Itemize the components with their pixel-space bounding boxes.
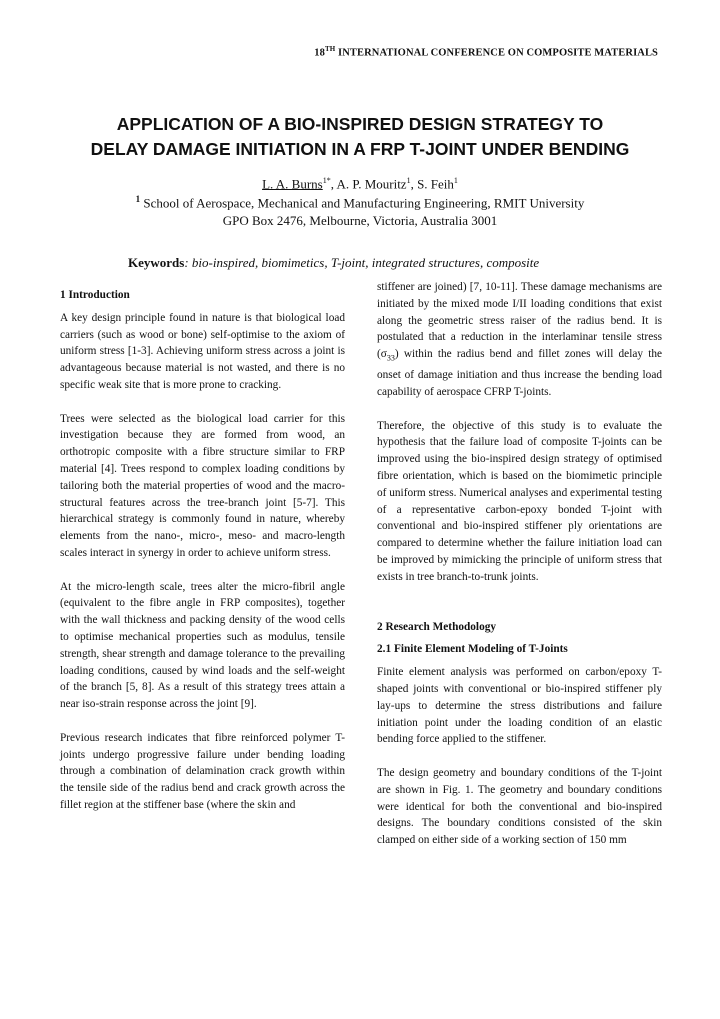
running-header (0, 42, 720, 60)
paragraph: Therefore, the objective of this study is to evaluate the hypothesis that the failure load of composite T-joints can be improved using the bio-inspired design strategy of optimised fibre orientation, which is based on the biomimetic principle of uniform stress. Numerical analyses and experimental testing of a representative carbon-epoxy bonded T-joint with conventional and bio-inspired stiffener ply orientations are compared to determine whether the failure initiation load can be improved by mimicking the principle of uniform stress that exists in tree branch-to-trunk joints. (377, 419, 662, 583)
keywords (128, 254, 688, 272)
paragraph: At the micro-length scale, trees alter the micro-fibril angle (equivalent to the fibre angle in FRP composites), together with the wall thickness and packing density of the wood cells to optimise mechanical properties such as modulus, tensile strength, shear strength and damage tolerance to the prevailing loading conditions, caused by wind loads and the self-weight of the branch [5, 8]. As a result of this strategy trees attain a near iso-strain response across the joint [9]. (60, 580, 345, 711)
keywords-label: Keywords (128, 255, 185, 270)
subsection-heading: 2.1 Finite Element Modeling of T-Joints (377, 643, 568, 656)
author-1: L. A. Burns (262, 176, 323, 192)
paragraph: Finite element analysis was performed on carbon/epoxy T-shaped joints with conventional or bio-inspired stiffener ply lay-ups to determine the stress distributions and failure initiation point under the loading condition of an elastic bending force applied to the stiffener. (377, 666, 662, 746)
title-line-2: DELAY DAMAGE INITIATION IN A FRP T-JOINT UNDER BENDING (90, 139, 630, 159)
right-column (377, 279, 662, 866)
paragraph: Trees were selected as the biological load carrier for this investigation because they are formed from wood, an orthotropic composite with a fibre structure similar to FRP material [4]. Trees respond to complex loading conditions by tailoring both the material properties of wood and the macro-structural features across the tree-branch joint [5-7]. This hierarchical strategy is commonly found in nature, whereby elements from the nano-, micro-, meso- and macro-length scales interact in synergy in order to achieve uniform stress. (60, 412, 345, 559)
author-2: , A. P. Mouritz (330, 176, 407, 192)
paragraph: A key design principle found in nature is that biological load carriers (such as wood or bone) self-optimise to the axiom of uniform stress [1-3]. Achieving uniform stress across a joint is advantageous because material is not wasted, and there is no specific weak site that is more prone to cracking. (60, 311, 345, 391)
affiliation: $^1$ School of Aerospace, Mechanical and Manufacturing Engineering, RMIT University GPO Box 2476, Melbourne, Victoria, Australia 3001 (135, 194, 585, 229)
section-heading-introduction: 1 Introduction (60, 289, 130, 301)
paragraph: Previous research indicates that fibre reinforced polymer T-joints undergo progressive failure under bending loading through a combination of delamination crack growth within the tensile side of the radius bend and crack growth across the fillet region at the stiffener base (where the skin and (60, 731, 345, 811)
author-list: L. A. Burns$^{1*}$, A. P. Mouritz$^1$, S. Feih$^1$ (262, 176, 458, 192)
author-3: , S. Feih (410, 176, 454, 192)
paper-title (40, 112, 680, 162)
left-column (60, 287, 345, 831)
conference-name: 18TH INTERNATIONAL CONFERENCE ON COMPOSITE MATERIALS (314, 44, 658, 58)
paragraph: The design geometry and boundary conditions of the T-joint are shown in Fig. 1. The geometry and boundary conditions were identical for both the conventional and bio-inspired designs. The boundary conditions consisted of the skin clamped on either side of a working section of 150 mm (377, 766, 662, 847)
section-heading-methodology: 2 Research Methodology (377, 620, 497, 633)
paragraph: stiffener are joined) [7, 10-11]. These damage mechanisms are initiated by the mixed mode I/II loading conditions that exist along the geometric stress raiser of the radius bend. It is postulated that a reduction in the interlaminar tensile stress $(\sigma_{33})$ within the radius bend and fillet zones will delay the onset of damage initiation and thus increase the bending load capability of aerospace CFRP T-joints. (377, 281, 662, 399)
keywords-text: : bio-inspired, biomimetics, T-joint, integrated structures, composite (184, 255, 540, 270)
title-line-1: APPLICATION OF A BIO-INSPIRED DESIGN STRATEGY TO (116, 114, 604, 134)
